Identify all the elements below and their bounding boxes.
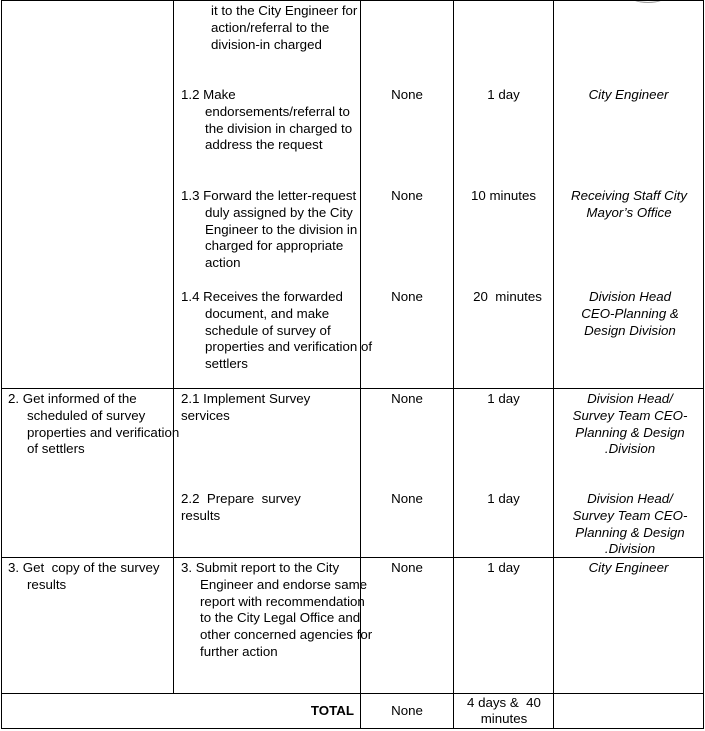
table-col-divider-3: [453, 0, 454, 729]
action-2-1: 2.1 Implement Survey services: [181, 391, 311, 423]
action-2-2: 2.2 Prepare survey results: [181, 491, 305, 523]
client-step-2: 2. Get informed of the scheduled of survey properties and verification of settlers: [8, 391, 180, 457]
action-1-1-continued: it to the City Engineer for action/referral to the division-in charged: [211, 3, 358, 52]
action-1-2: 1.2 Make endorsements/referral to the division in charged to address the request: [181, 87, 353, 153]
table-col-divider-4: [553, 0, 554, 729]
time-2-2: 1 day: [487, 491, 520, 506]
action-1-3: 1.3 Forward the letter-request duly assigned by the City Engineer to the division in charged for appropriate action: [181, 188, 358, 271]
time-1-2: 1 day: [487, 87, 520, 102]
total-fees: None: [391, 703, 423, 718]
fees-3: None: [391, 560, 423, 575]
person-3: City Engineer: [588, 560, 669, 575]
person-2-2: Division Head/ Survey Team CEO-Planning & Design .Division: [572, 491, 688, 557]
person-2-1: Division Head/ Survey Team CEO-Planning & Design .Division: [572, 391, 688, 457]
person-1-4: Division Head CEO-Planning & Design Division: [581, 289, 679, 338]
time-1-3: 10 minutes: [470, 188, 537, 203]
action-3: 3. Submit report to the City Engineer and endorse same report with recommendation to the City Legal Office and other concerned agencies for further action: [181, 560, 373, 659]
fees-2-2: None: [391, 491, 423, 506]
client-step-3: 3. Get copy of the survey results: [8, 560, 164, 592]
time-2-1: 1 day: [487, 391, 520, 406]
action-1-4: 1.4 Receives the forwarded document, and make schedule of survey of properties and verification of settlers: [181, 289, 373, 372]
table-border-left: [1, 0, 2, 729]
fees-1-2: None: [391, 87, 423, 102]
fees-1-4: None: [391, 289, 423, 304]
time-3: 1 day: [487, 560, 520, 575]
fees-2-1: None: [391, 391, 423, 406]
time-1-4: 20 minutes: [473, 289, 542, 304]
row-divider-1: [1, 388, 704, 389]
table-col-divider-1: [173, 0, 174, 693]
row-divider-3: [1, 693, 704, 694]
fees-1-3: None: [391, 188, 423, 203]
total-time: 4 days & 40 minutes: [467, 695, 545, 726]
table-border-bottom: [1, 728, 704, 729]
table-border-top: [1, 0, 704, 1]
person-1-2: City Engineer: [588, 87, 669, 102]
table-border-right: [703, 0, 704, 729]
total-label: TOTAL: [310, 703, 354, 718]
person-1-3: Receiving Staff City Mayor’s Office: [570, 188, 688, 220]
